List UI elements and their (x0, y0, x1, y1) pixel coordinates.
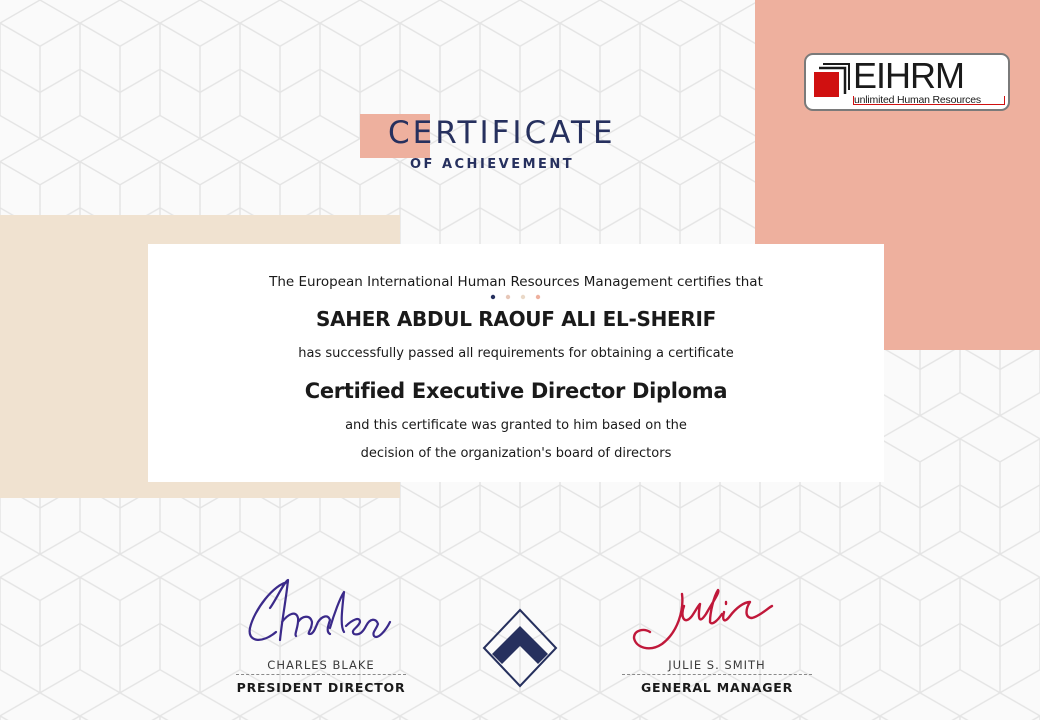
intro-text: The European International Human Resources Management certifies that (269, 274, 763, 290)
logo-mark-icon (814, 63, 850, 99)
signatory-name-president: CHARLES BLAKE (267, 658, 375, 672)
program-name: Certified Executive Director Diploma (304, 379, 728, 403)
requirement-text: has successfully passed all requirements for obtaining a certificate (298, 346, 734, 361)
signatory-role-manager: GENERAL MANAGER (640, 680, 794, 695)
logo-text: EIHRM (853, 55, 964, 96)
brand-logo (804, 53, 1010, 111)
signature-charles (236, 570, 406, 650)
grant-text-line-2: decision of the organization's board of directors (360, 446, 672, 461)
certificate-title: CERTIFICATE (388, 115, 616, 151)
divider-dots-icon (488, 293, 548, 301)
grant-text-line-1: and this certificate was granted to him based on the (345, 418, 687, 433)
chevron-emblem-icon (482, 608, 558, 688)
signature-julie (622, 586, 812, 656)
recipient-name: SAHER ABDUL RAOUF ALI EL-SHERIF (315, 307, 716, 331)
signatory-name-manager: JULIE S. SMITH (668, 658, 766, 672)
certificate-subtitle: OF ACHIEVEMENT (410, 157, 575, 172)
signature-line-president (236, 674, 406, 675)
logo-tagline: unlimited Human Resources (854, 94, 981, 106)
signature-line-manager (622, 674, 812, 675)
signatory-role-president: PRESIDENT DIRECTOR (236, 680, 406, 695)
